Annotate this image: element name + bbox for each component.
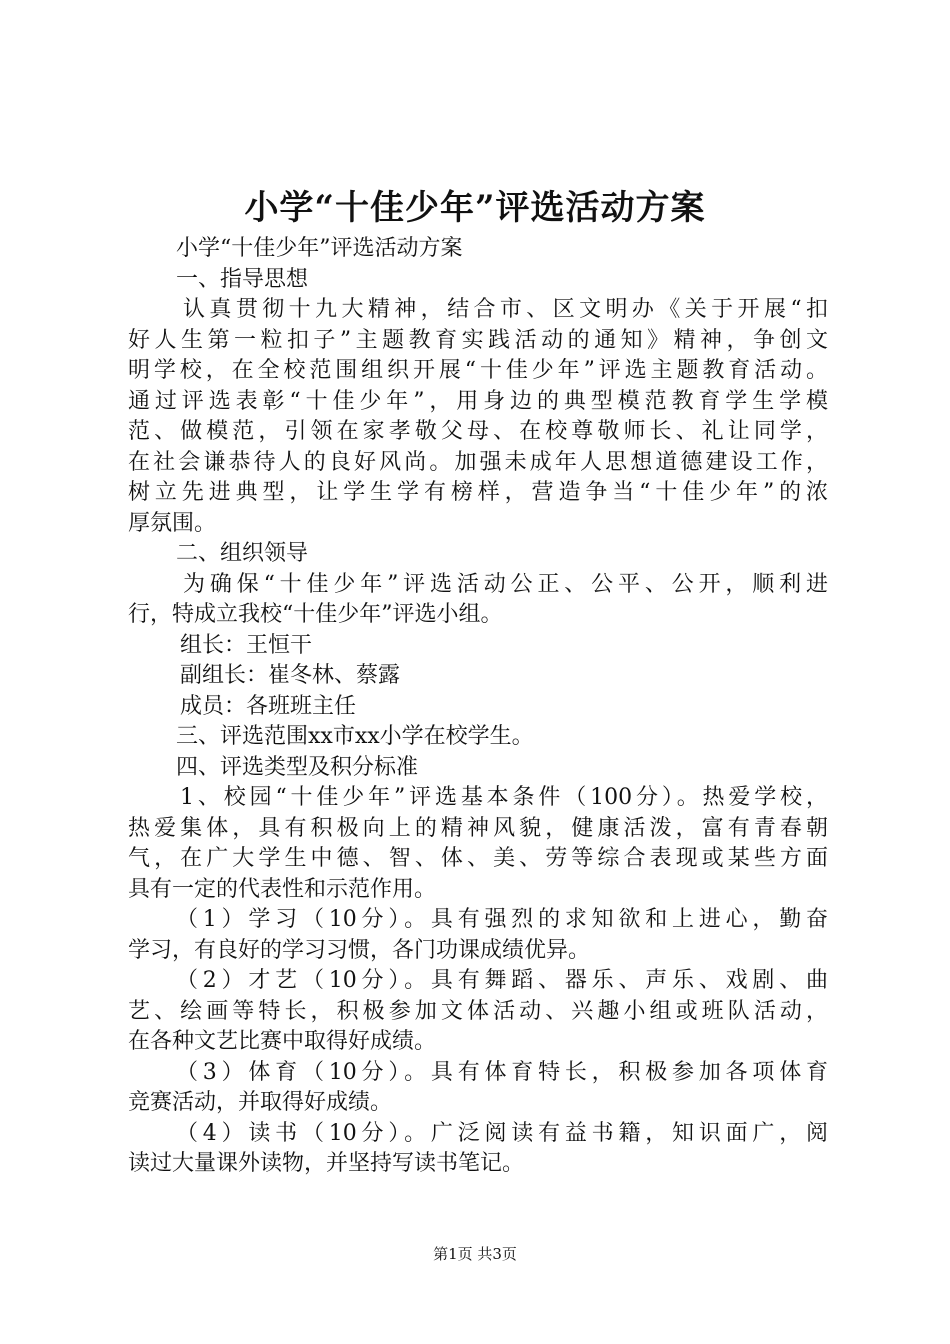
text-line: （3）体育（10分）。具有体育特长，积极参加各项体育 xyxy=(176,1059,828,1085)
text-line: 竞赛活动，并取得好成绩。 xyxy=(128,1090,393,1115)
text-line: 一、指导思想 xyxy=(176,266,309,292)
text-line: 厚氛围。 xyxy=(128,510,217,536)
text-line: （2）才艺（10分）。具有舞蹈、器乐、声乐、戏剧、曲 xyxy=(176,968,828,993)
text-line: 成员：各班班主任 xyxy=(180,693,357,719)
text-line: 在社会谦恭待人的良好风尚。加强未成年人思想道德建设工作， xyxy=(128,449,828,475)
text-line: 具有一定的代表性和示范作用。 xyxy=(128,876,437,902)
text-line: 行，特成立我校“十佳少年”评选小组。 xyxy=(128,602,503,627)
text-line: 在各种文艺比赛中取得好成绩。 xyxy=(128,1029,437,1054)
text-line: 为确保“十佳少年”评选活动公正、公平、公开，顺利进 xyxy=(183,571,828,597)
text-line: 好人生第一粒扣子”主题教育实践活动的通知》精神，争创文 xyxy=(128,327,828,353)
text-line: （1）学习（10分）。具有强烈的求知欲和上进心，勤奋 xyxy=(176,907,828,932)
text-line: 1、校园“十佳少年”评选基本条件（100分）。热爱学校， xyxy=(180,785,828,810)
text-line: 气，在广大学生中德、智、体、美、劳等综合表现或某些方面 xyxy=(128,846,828,871)
document-title: 小学“十佳少年”评选活动方案 xyxy=(244,188,706,228)
text-line: 小学“十佳少年”评选活动方案 xyxy=(176,236,463,261)
text-line: 认真贯彻十九大精神，结合市、区文明办《关于开展“扣 xyxy=(183,297,828,322)
text-line: 通过评选表彰“十佳少年”，用身边的典型模范教育学生学模 xyxy=(128,388,828,414)
text-line: 树立先进典型，让学生学有榜样，营造争当“十佳少年”的浓 xyxy=(128,480,828,505)
text-line: 读过大量课外读物，并坚持写读书笔记。 xyxy=(128,1151,525,1176)
text-line: 四、评选类型及积分标准 xyxy=(176,754,419,780)
text-line: 热爱集体，具有积极向上的精神风貌，健康活泼，富有青春朝 xyxy=(128,815,828,841)
text-line: 二、组织领导 xyxy=(176,541,309,566)
text-line: 组长：王恒干 xyxy=(180,632,313,658)
document-body xyxy=(128,234,828,1180)
page-footer: 第1页 共3页 xyxy=(433,1245,517,1263)
text-line: 范、做模范，引领在家孝敬父母、在校尊敬师长、礼让同学， xyxy=(128,419,828,444)
text-line: 艺、绘画等特长，积极参加文体活动、兴趣小组或班队活动， xyxy=(128,998,828,1024)
text-line: 副组长：崔冬林、蔡露 xyxy=(180,663,401,688)
text-line: 三、评选范围xx市xx小学在校学生。 xyxy=(176,724,534,749)
text-line: 学习，有良好的学习习惯，各门功课成绩优异。 xyxy=(128,937,591,963)
text-line: （4）读书（10分）。广泛阅读有益书籍，知识面广，阅 xyxy=(176,1120,828,1146)
text-line: 明学校，在全校范围组织开展“十佳少年”评选主题教育活动。 xyxy=(128,358,828,383)
